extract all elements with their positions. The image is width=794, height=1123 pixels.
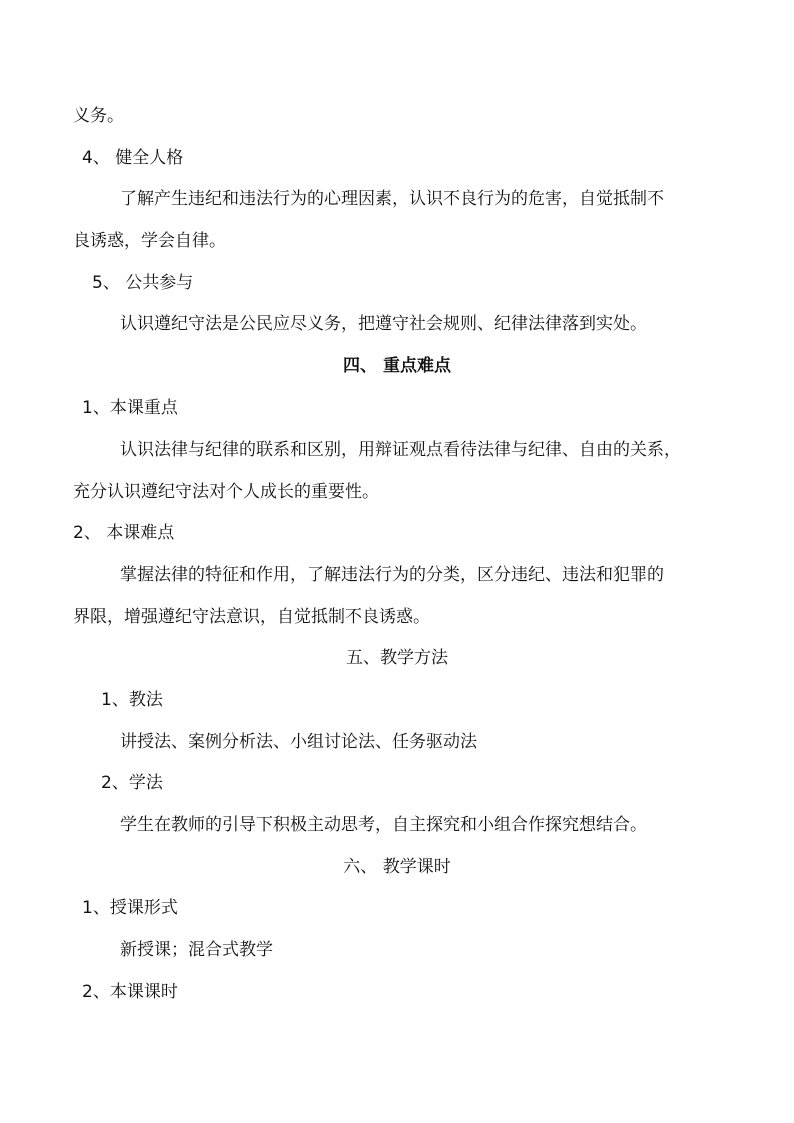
paragraph-line: 义务。 (73, 106, 124, 126)
paragraph-line: 充分认识遵纪守法对个人成长的重要性。 (73, 482, 379, 502)
subsection-heading: 1、本课重点 (82, 398, 178, 418)
subsection-heading: 2、学法 (101, 773, 163, 793)
paragraph-line: 掌握法律的特征和作用，了解违法行为的分类，区分违纪、违法和犯罪的 (120, 565, 664, 585)
subsection-heading: 4、 健全人格 (82, 148, 184, 168)
paragraph-line: 学生在教师的引导下积极主动思考，自主探究和小组合作探究想结合。 (120, 815, 647, 835)
subsection-heading: 2、 本课难点 (73, 523, 175, 543)
section-heading: 五、教学方法 (346, 648, 448, 668)
subsection-heading: 1、教法 (101, 690, 163, 710)
paragraph-line: 认识法律与纪律的联系和区别，用辩证观点看待法律与纪律、自由的关系， (120, 440, 681, 460)
paragraph-line: 讲授法、案例分析法、小组讨论法、任务驱动法 (120, 732, 477, 752)
paragraph-line: 良诱惑，学会自律。 (73, 231, 226, 251)
paragraph-line: 了解产生违纪和违法行为的心理因素，认识不良行为的危害，自觉抵制不 (120, 189, 664, 209)
section-heading: 四、 重点难点 (343, 356, 451, 376)
subsection-heading: 1、授课形式 (82, 898, 178, 918)
paragraph-line: 认识遵纪守法是公民应尽义务，把遵守社会规则、纪律法律落到实处。 (120, 314, 647, 334)
subsection-heading: 5、 公共参与 (92, 273, 194, 293)
paragraph-line: 新授课；混合式教学 (120, 940, 273, 960)
subsection-heading: 2、本课课时 (82, 982, 178, 1002)
section-heading: 六、 教学课时 (343, 857, 451, 877)
paragraph-line: 界限，增强遵纪守法意识，自觉抵制不良诱惑。 (73, 607, 430, 627)
